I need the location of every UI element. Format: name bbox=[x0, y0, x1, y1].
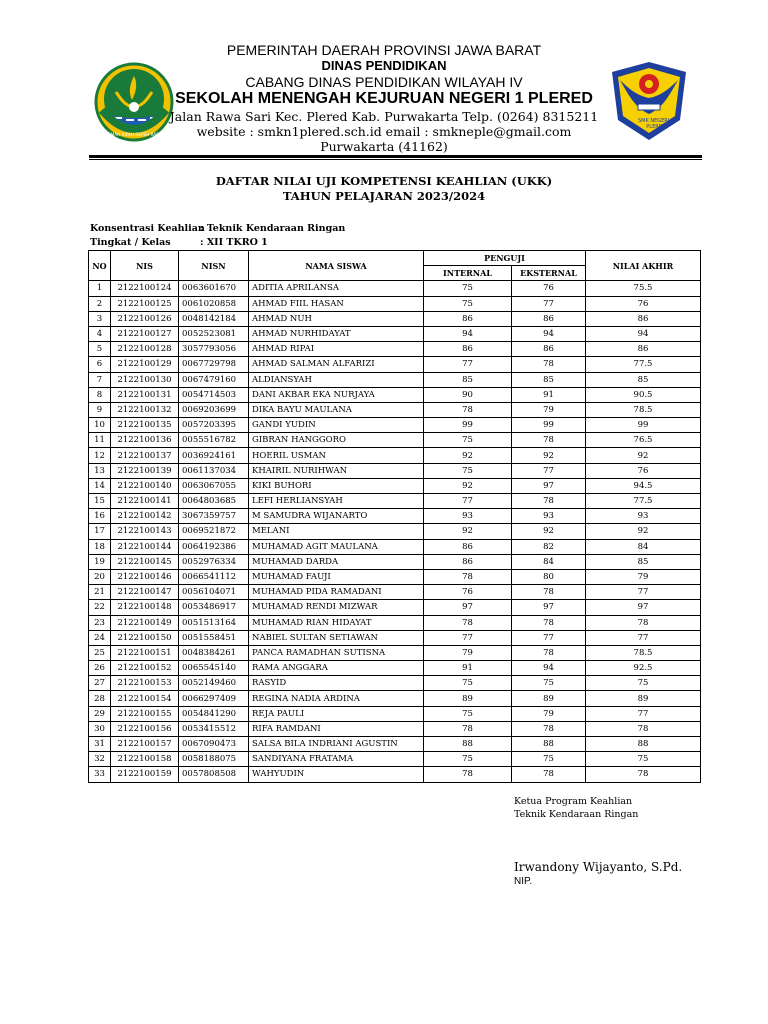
cell-nis: 2122100143 bbox=[111, 524, 179, 539]
cell-eksternal: 89 bbox=[512, 691, 586, 706]
cell-nis: 2122100154 bbox=[111, 691, 179, 706]
cell-nisn: 0057203395 bbox=[179, 418, 249, 433]
cell-internal: 75 bbox=[424, 296, 512, 311]
cell-no: 20 bbox=[89, 569, 111, 584]
cell-no: 2 bbox=[89, 296, 111, 311]
cell-eksternal: 80 bbox=[512, 569, 586, 584]
cell-nisn: 0067729798 bbox=[179, 357, 249, 372]
cell-internal: 75 bbox=[424, 676, 512, 691]
cell-nis: 2122100144 bbox=[111, 539, 179, 554]
signature-role-2: Teknik Kendaraan Ringan bbox=[514, 809, 639, 820]
cell-nisn: 3067359757 bbox=[179, 509, 249, 524]
document-title: DAFTAR NILAI UJI KOMPETENSI KEAHLIAN (UKK) bbox=[215, 174, 553, 188]
letterhead bbox=[0, 40, 768, 162]
cell-nis: 2122100127 bbox=[111, 326, 179, 341]
header-nis: NIS bbox=[111, 251, 179, 281]
cell-nis: 2122100151 bbox=[111, 645, 179, 660]
cell-nis: 2122100152 bbox=[111, 661, 179, 676]
cell-nis: 2122100129 bbox=[111, 357, 179, 372]
cell-no: 14 bbox=[89, 478, 111, 493]
cell-internal: 78 bbox=[424, 615, 512, 630]
cell-eksternal: 77 bbox=[512, 463, 586, 478]
branch-name: CABANG DINAS PENDIDIKAN WILAYAH IV bbox=[245, 74, 523, 90]
cell-eksternal: 79 bbox=[512, 402, 586, 417]
cell-internal: 76 bbox=[424, 585, 512, 600]
table-row bbox=[89, 645, 701, 660]
table-row bbox=[89, 706, 701, 721]
cell-akhir: 76 bbox=[586, 463, 701, 478]
cell-internal: 91 bbox=[424, 661, 512, 676]
cell-eksternal: 88 bbox=[512, 737, 586, 752]
cell-no: 4 bbox=[89, 326, 111, 341]
cell-eksternal: 75 bbox=[512, 752, 586, 767]
cell-nis: 2122100142 bbox=[111, 509, 179, 524]
cell-nama: ADITIA APRILANSA bbox=[249, 281, 424, 296]
cell-akhir: 75.5 bbox=[586, 281, 701, 296]
cell-nama: DIKA BAYU MAULANA bbox=[249, 402, 424, 417]
cell-internal: 92 bbox=[424, 478, 512, 493]
cell-nisn: 0053415512 bbox=[179, 721, 249, 736]
cell-akhir: 77.5 bbox=[586, 494, 701, 509]
cell-no: 31 bbox=[89, 737, 111, 752]
cell-nama: SANDIYANA FRATAMA bbox=[249, 752, 424, 767]
smk-logo-text-1: SMK NEGERI 1 bbox=[637, 118, 675, 124]
cell-nama: REJA PAULI bbox=[249, 706, 424, 721]
cell-eksternal: 91 bbox=[512, 387, 586, 402]
cell-nama: MUHAMAD DARDA bbox=[249, 554, 424, 569]
cell-akhir: 94 bbox=[586, 326, 701, 341]
cell-nisn: 0066541112 bbox=[179, 569, 249, 584]
cell-nisn: 0052523081 bbox=[179, 326, 249, 341]
table-row bbox=[89, 357, 701, 372]
cell-nis: 2122100153 bbox=[111, 676, 179, 691]
school-name: SEKOLAH MENENGAH KEJURUAN NEGERI 1 PLERED bbox=[175, 90, 593, 107]
cell-internal: 77 bbox=[424, 494, 512, 509]
cell-eksternal: 76 bbox=[512, 281, 586, 296]
table-row bbox=[89, 737, 701, 752]
cell-internal: 77 bbox=[424, 357, 512, 372]
cell-internal: 86 bbox=[424, 554, 512, 569]
cell-akhir: 75 bbox=[586, 752, 701, 767]
cell-nisn: 0054714503 bbox=[179, 387, 249, 402]
cell-nisn: 0066297409 bbox=[179, 691, 249, 706]
cell-akhir: 90.5 bbox=[586, 387, 701, 402]
cell-eksternal: 78 bbox=[512, 433, 586, 448]
cell-nis: 2122100147 bbox=[111, 585, 179, 600]
cell-nisn: 0053486917 bbox=[179, 600, 249, 615]
cell-nisn: 0064192386 bbox=[179, 539, 249, 554]
table-row bbox=[89, 342, 701, 357]
cell-nis: 2122100146 bbox=[111, 569, 179, 584]
cell-no: 26 bbox=[89, 661, 111, 676]
cell-nis: 2122100125 bbox=[111, 296, 179, 311]
cell-no: 9 bbox=[89, 402, 111, 417]
cell-no: 18 bbox=[89, 539, 111, 554]
cell-internal: 75 bbox=[424, 433, 512, 448]
table-row bbox=[89, 281, 701, 296]
department-name: DINAS PENDIDIKAN bbox=[321, 58, 447, 73]
cell-nisn: 3057793056 bbox=[179, 342, 249, 357]
table-row bbox=[89, 296, 701, 311]
cell-akhir: 89 bbox=[586, 691, 701, 706]
cell-akhir: 99 bbox=[586, 418, 701, 433]
table-row bbox=[89, 600, 701, 615]
table-row bbox=[89, 463, 701, 478]
cell-no: 19 bbox=[89, 554, 111, 569]
cell-eksternal: 78 bbox=[512, 645, 586, 660]
table-row bbox=[89, 539, 701, 554]
header-nisn: NISN bbox=[179, 251, 249, 281]
cell-internal: 78 bbox=[424, 767, 512, 782]
school-contact: website : smkn1plered.sch.id email : smkneple@gmail.com bbox=[196, 124, 572, 139]
table-row bbox=[89, 433, 701, 448]
cell-eksternal: 78 bbox=[512, 767, 586, 782]
cell-internal: 78 bbox=[424, 569, 512, 584]
header-no: NO bbox=[89, 251, 111, 281]
cell-nama: AHMAD RIPAI bbox=[249, 342, 424, 357]
cell-nisn: 0048384261 bbox=[179, 645, 249, 660]
table-row bbox=[89, 676, 701, 691]
cell-nis: 2122100130 bbox=[111, 372, 179, 387]
cell-nis: 2122100149 bbox=[111, 615, 179, 630]
cell-nis: 2122100126 bbox=[111, 311, 179, 326]
table-row bbox=[89, 524, 701, 539]
school-address: Jalan Rawa Sari Kec. Plered Kab. Purwakarta Telp. (0264) 8315211 bbox=[169, 109, 599, 124]
cell-nama: RIFA RAMDANI bbox=[249, 721, 424, 736]
table-row bbox=[89, 661, 701, 676]
cell-akhir: 88 bbox=[586, 737, 701, 752]
cell-no: 1 bbox=[89, 281, 111, 296]
cell-akhir: 75 bbox=[586, 676, 701, 691]
cell-nisn: 0067090473 bbox=[179, 737, 249, 752]
cell-internal: 94 bbox=[424, 326, 512, 341]
table-row bbox=[89, 387, 701, 402]
cell-nis: 2122100132 bbox=[111, 402, 179, 417]
cell-nisn: 0054841290 bbox=[179, 706, 249, 721]
cell-no: 24 bbox=[89, 630, 111, 645]
cell-nama: AHMAD NURHIDAYAT bbox=[249, 326, 424, 341]
cell-eksternal: 78 bbox=[512, 721, 586, 736]
header-eksternal: EKSTERNAL bbox=[512, 266, 586, 281]
signature-role-1: Ketua Program Keahlian bbox=[514, 796, 633, 807]
cell-nis: 2122100135 bbox=[111, 418, 179, 433]
cell-internal: 93 bbox=[424, 509, 512, 524]
cell-nis: 2122100140 bbox=[111, 478, 179, 493]
header-penguji: PENGUJI bbox=[424, 251, 586, 266]
cell-internal: 75 bbox=[424, 706, 512, 721]
kelas-row bbox=[90, 237, 268, 248]
document-subtitle: TAHUN PELAJARAN 2023/2024 bbox=[282, 189, 486, 203]
cell-akhir: 94.5 bbox=[586, 478, 701, 493]
cell-no: 23 bbox=[89, 615, 111, 630]
cell-eksternal: 99 bbox=[512, 418, 586, 433]
cell-internal: 90 bbox=[424, 387, 512, 402]
cell-eksternal: 86 bbox=[512, 342, 586, 357]
cell-nama: AHMAD NUH bbox=[249, 311, 424, 326]
cell-nis: 2122100159 bbox=[111, 767, 179, 782]
cell-no: 32 bbox=[89, 752, 111, 767]
grades-body bbox=[89, 281, 701, 782]
cell-eksternal: 82 bbox=[512, 539, 586, 554]
cell-no: 17 bbox=[89, 524, 111, 539]
cell-eksternal: 97 bbox=[512, 478, 586, 493]
cell-nis: 2122100157 bbox=[111, 737, 179, 752]
cell-nis: 2122100137 bbox=[111, 448, 179, 463]
cell-akhir: 97 bbox=[586, 600, 701, 615]
table-row bbox=[89, 478, 701, 493]
konsentrasi-label: Konsentrasi Keahlian bbox=[90, 223, 205, 234]
cell-nis: 2122100156 bbox=[111, 721, 179, 736]
cell-nis: 2122100131 bbox=[111, 387, 179, 402]
cell-akhir: 86 bbox=[586, 342, 701, 357]
cell-nisn: 0063067055 bbox=[179, 478, 249, 493]
cell-no: 29 bbox=[89, 706, 111, 721]
cell-nama: KHAIRIL NURIHWAN bbox=[249, 463, 424, 478]
table-row bbox=[89, 509, 701, 524]
letterhead-divider-thin bbox=[89, 159, 702, 160]
cell-nisn: 0051558451 bbox=[179, 630, 249, 645]
cell-akhir: 78 bbox=[586, 767, 701, 782]
cell-eksternal: 78 bbox=[512, 585, 586, 600]
table-row bbox=[89, 372, 701, 387]
cell-no: 30 bbox=[89, 721, 111, 736]
cell-nama: MUHAMAD RIAN HIDAYAT bbox=[249, 615, 424, 630]
cell-akhir: 92.5 bbox=[586, 661, 701, 676]
cell-nama: MUHAMAD AGIT MAULANA bbox=[249, 539, 424, 554]
table-row bbox=[89, 494, 701, 509]
cell-nama: MUHAMAD PIDA RAMADANI bbox=[249, 585, 424, 600]
cell-akhir: 92 bbox=[586, 524, 701, 539]
cell-no: 33 bbox=[89, 767, 111, 782]
cell-no: 22 bbox=[89, 600, 111, 615]
cell-eksternal: 78 bbox=[512, 615, 586, 630]
cell-nama: KIKI BUHORI bbox=[249, 478, 424, 493]
cell-akhir: 92 bbox=[586, 448, 701, 463]
table-row bbox=[89, 418, 701, 433]
cell-internal: 75 bbox=[424, 463, 512, 478]
table-row bbox=[89, 402, 701, 417]
cell-nama: LEFI HERLIANSYAH bbox=[249, 494, 424, 509]
cell-akhir: 85 bbox=[586, 372, 701, 387]
cell-eksternal: 75 bbox=[512, 676, 586, 691]
cell-akhir: 84 bbox=[586, 539, 701, 554]
cell-nisn: 0052976334 bbox=[179, 554, 249, 569]
cell-nisn: 0061137034 bbox=[179, 463, 249, 478]
cell-nama: MELANI bbox=[249, 524, 424, 539]
cell-no: 12 bbox=[89, 448, 111, 463]
smk-logo-text-2: PLERED bbox=[646, 124, 666, 130]
cell-nisn: 0055516782 bbox=[179, 433, 249, 448]
cell-nisn: 0052149460 bbox=[179, 676, 249, 691]
cell-no: 10 bbox=[89, 418, 111, 433]
konsentrasi-row bbox=[90, 223, 345, 234]
signatory-name: Irwandony Wijayanto, S.Pd. bbox=[514, 860, 683, 874]
cell-internal: 78 bbox=[424, 721, 512, 736]
cell-nama: RASYID bbox=[249, 676, 424, 691]
cell-internal: 78 bbox=[424, 402, 512, 417]
cell-akhir: 77 bbox=[586, 585, 701, 600]
cell-nisn: 0036924161 bbox=[179, 448, 249, 463]
cell-internal: 75 bbox=[424, 281, 512, 296]
cell-nisn: 0067479160 bbox=[179, 372, 249, 387]
cell-nama: WAHYUDIN bbox=[249, 767, 424, 782]
cell-nama: DANI AKBAR EKA NURJAYA bbox=[249, 387, 424, 402]
cell-no: 6 bbox=[89, 357, 111, 372]
cell-eksternal: 94 bbox=[512, 661, 586, 676]
cell-nisn: 0061020858 bbox=[179, 296, 249, 311]
cell-eksternal: 78 bbox=[512, 494, 586, 509]
cell-nis: 2122100136 bbox=[111, 433, 179, 448]
table-row bbox=[89, 448, 701, 463]
cell-nis: 2122100150 bbox=[111, 630, 179, 645]
cell-akhir: 85 bbox=[586, 554, 701, 569]
cell-no: 15 bbox=[89, 494, 111, 509]
cell-no: 21 bbox=[89, 585, 111, 600]
cell-internal: 92 bbox=[424, 448, 512, 463]
cell-eksternal: 97 bbox=[512, 600, 586, 615]
cell-nama: REGINA NADIA ARDINA bbox=[249, 691, 424, 706]
cell-eksternal: 78 bbox=[512, 357, 586, 372]
cell-nama: MUHAMAD FAUJI bbox=[249, 569, 424, 584]
cell-nis: 2122100124 bbox=[111, 281, 179, 296]
table-row bbox=[89, 752, 701, 767]
cell-no: 28 bbox=[89, 691, 111, 706]
cell-nis: 2122100141 bbox=[111, 494, 179, 509]
cell-akhir: 93 bbox=[586, 509, 701, 524]
cell-akhir: 78 bbox=[586, 721, 701, 736]
cell-akhir: 78.5 bbox=[586, 402, 701, 417]
cell-internal: 86 bbox=[424, 342, 512, 357]
cell-internal: 75 bbox=[424, 752, 512, 767]
cell-akhir: 78.5 bbox=[586, 645, 701, 660]
cell-akhir: 76.5 bbox=[586, 433, 701, 448]
table-row bbox=[89, 630, 701, 645]
cell-eksternal: 94 bbox=[512, 326, 586, 341]
cell-nama: AHMAD FIIL HASAN bbox=[249, 296, 424, 311]
cell-nisn: 0069203699 bbox=[179, 402, 249, 417]
cell-akhir: 76 bbox=[586, 296, 701, 311]
cell-nama: GIBRAN HANGGORO bbox=[249, 433, 424, 448]
cell-no: 11 bbox=[89, 433, 111, 448]
cell-nama: GANDI YUDIN bbox=[249, 418, 424, 433]
letterhead-divider-thick bbox=[89, 155, 702, 158]
cell-akhir: 77 bbox=[586, 630, 701, 645]
cell-akhir: 78 bbox=[586, 615, 701, 630]
cell-nisn: 0064803685 bbox=[179, 494, 249, 509]
cell-nis: 2122100139 bbox=[111, 463, 179, 478]
table-row bbox=[89, 721, 701, 736]
cell-akhir: 77.5 bbox=[586, 357, 701, 372]
cell-no: 3 bbox=[89, 311, 111, 326]
cell-internal: 88 bbox=[424, 737, 512, 752]
cell-nisn: 0058188075 bbox=[179, 752, 249, 767]
cell-internal: 99 bbox=[424, 418, 512, 433]
cell-no: 13 bbox=[89, 463, 111, 478]
cell-internal: 92 bbox=[424, 524, 512, 539]
table-row bbox=[89, 615, 701, 630]
cell-eksternal: 86 bbox=[512, 311, 586, 326]
cell-no: 16 bbox=[89, 509, 111, 524]
cell-nisn: 0051513164 bbox=[179, 615, 249, 630]
table-row bbox=[89, 767, 701, 782]
cell-eksternal: 77 bbox=[512, 630, 586, 645]
cell-internal: 79 bbox=[424, 645, 512, 660]
cell-eksternal: 92 bbox=[512, 448, 586, 463]
cell-nisn: 0063601670 bbox=[179, 281, 249, 296]
west-java-motto: GEMAH RIPAH REPEH RAPIH bbox=[104, 132, 164, 137]
cell-nama: PANCA RAMADHAN SUTISNA bbox=[249, 645, 424, 660]
cell-internal: 86 bbox=[424, 311, 512, 326]
konsentrasi-value: : Teknik Kendaraan Ringan bbox=[200, 223, 346, 234]
cell-nama: SALSA BILA INDRIANI AGUSTIN bbox=[249, 737, 424, 752]
cell-nama: M SAMUDRA WIJANARTO bbox=[249, 509, 424, 524]
table-row bbox=[89, 554, 701, 569]
cell-eksternal: 93 bbox=[512, 509, 586, 524]
cell-no: 5 bbox=[89, 342, 111, 357]
kelas-label: Tingkat / Kelas bbox=[90, 237, 171, 248]
cell-nama: RAMA ANGGARA bbox=[249, 661, 424, 676]
table-row bbox=[89, 585, 701, 600]
cell-internal: 77 bbox=[424, 630, 512, 645]
cell-nisn: 0065545140 bbox=[179, 661, 249, 676]
cell-eksternal: 92 bbox=[512, 524, 586, 539]
cell-internal: 86 bbox=[424, 539, 512, 554]
cell-no: 8 bbox=[89, 387, 111, 402]
grades-table bbox=[88, 250, 701, 783]
header-nama: NAMA SISWA bbox=[249, 251, 424, 281]
cell-nama: MUHAMAD RENDI MIZWAR bbox=[249, 600, 424, 615]
cell-nisn: 0069521872 bbox=[179, 524, 249, 539]
cell-nis: 2122100145 bbox=[111, 554, 179, 569]
table-row bbox=[89, 326, 701, 341]
cell-nama: AHMAD SALMAN ALFARIZI bbox=[249, 357, 424, 372]
government-name: PEMERINTAH DAERAH PROVINSI JAWA BARAT bbox=[226, 42, 542, 58]
cell-no: 7 bbox=[89, 372, 111, 387]
cell-nisn: 0056104071 bbox=[179, 585, 249, 600]
cell-nis: 2122100155 bbox=[111, 706, 179, 721]
cell-no: 27 bbox=[89, 676, 111, 691]
cell-nis: 2122100148 bbox=[111, 600, 179, 615]
cell-nisn: 0057808508 bbox=[179, 767, 249, 782]
cell-nama: NABIEL SULTAN SETIAWAN bbox=[249, 630, 424, 645]
cell-internal: 97 bbox=[424, 600, 512, 615]
header-internal: INTERNAL bbox=[424, 266, 512, 281]
cell-no: 25 bbox=[89, 645, 111, 660]
cell-nama: ALDIANSYAH bbox=[249, 372, 424, 387]
cell-internal: 85 bbox=[424, 372, 512, 387]
table-row bbox=[89, 691, 701, 706]
cell-nisn: 0048142184 bbox=[179, 311, 249, 326]
table-row bbox=[89, 311, 701, 326]
signatory-nip: NIP. bbox=[514, 876, 533, 887]
cell-eksternal: 84 bbox=[512, 554, 586, 569]
table-row bbox=[89, 569, 701, 584]
cell-akhir: 77 bbox=[586, 706, 701, 721]
cell-nis: 2122100128 bbox=[111, 342, 179, 357]
cell-eksternal: 85 bbox=[512, 372, 586, 387]
header-nilai-akhir: NILAI AKHIR bbox=[586, 251, 701, 281]
cell-internal: 89 bbox=[424, 691, 512, 706]
cell-akhir: 86 bbox=[586, 311, 701, 326]
cell-nis: 2122100158 bbox=[111, 752, 179, 767]
cell-eksternal: 79 bbox=[512, 706, 586, 721]
kelas-value: : XII TKRO 1 bbox=[200, 237, 268, 248]
cell-nama: HOERIL USMAN bbox=[249, 448, 424, 463]
school-city: Purwakarta (41162) bbox=[320, 139, 448, 154]
cell-akhir: 79 bbox=[586, 569, 701, 584]
cell-eksternal: 77 bbox=[512, 296, 586, 311]
